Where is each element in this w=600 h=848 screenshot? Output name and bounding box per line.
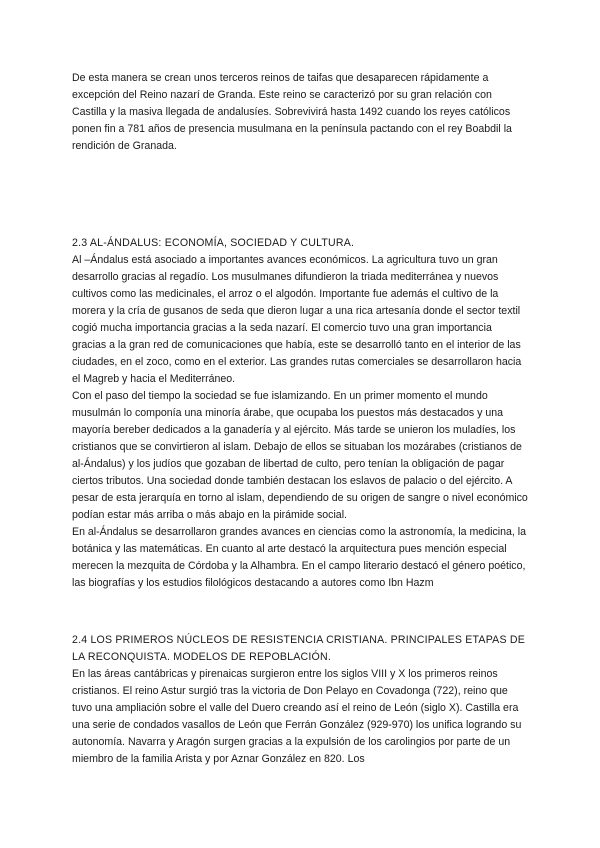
economy-paragraph: Al –Ándalus está asociado a importantes avances económicos. La agricultura tuvo un gran desarrollo gracias al regadío. Los musulmanes difundieron la triada mediterránea y nuevos cultivos como las medicinales, el arroz o el algodón. Importante fue además el cultivo de la morera y la cría de gusanos de seda que dieron lugar a una rica artesanía donde el sector textil cogió mucha importancia gracias a la seda nazarí. El comercio tuvo una gran importancia gracias a la gran red de comunicaciones que había, este se desarrolló tanto en el interior de las ciudades, en el zoco, como en el exterior. Las grandes rutas comerciales se desarrollaron hacia el Magreb y hacia el Mediterráneo. bbox=[72, 254, 522, 385]
section-2-4 bbox=[72, 632, 528, 768]
section-heading: 2.4 LOS PRIMEROS NÚCLEOS DE RESISTENCIA CRISTIANA. PRINCIPALES ETAPAS DE LA RECONQUISTA. MODELOS DE REPOBLACIÓN. bbox=[72, 634, 525, 663]
intro-paragraph: De esta manera se crean unos terceros reinos de taifas que desaparecen rápidamente a excepción del Reino nazarí de Granda. Este reino se caracterizó por su gran relación con Castilla y la masiva llegada de andalusíes. Sobrevivirá hasta 1492 cuando los reyes católicos ponen fin a 781 años de presencia musulmana en la península pactando con el rey Boabdil la rendición de Granada. bbox=[72, 72, 512, 152]
intro-block bbox=[72, 70, 528, 155]
kingdoms-paragraph: En las áreas cantábricas y pirenaicas surgieron entre los siglos VIII y X los primeros reinos cristianos. El reino Astur surgió tras la victoria de Don Pelayo en Covadonga (722), reino que tuvo una ampliación sobre el valle del Duero creando así el reino de León (siglo X). Castilla era una serie de condados vasallos de León que Ferrán González (929-970) los unifica logrando su autonomía. Navarra y Aragón surgen gracias a la expulsión de los carolingios por parte de un miembro de la familia Arista y por Aznar González en 820. Los bbox=[72, 668, 522, 765]
section-2-3 bbox=[72, 235, 528, 592]
culture-paragraph: En al-Ándalus se desarrollaron grandes avances en ciencias como la astronomía, la medicina, la botánica y las matemáticas. En cuanto al arte destacó la arquitectura pues mención especial merecen la mezquita de Córdoba y la Alhambra. En el campo literario destacó el género poético, las biografías y los estudios filológicos destacando a autores como Ibn Hazm bbox=[72, 526, 527, 589]
society-paragraph: Con el paso del tiempo la sociedad se fue islamizando. En un primer momento el mundo musulmán lo componía una minoría árabe, que ocupaba los puestos más destacados y una mayoría bereber dedicados a la ganadería y al ejército. Más tarde se unieron los muladíes, los cristianos que se convirtieron al islam. Debajo de ellos se situaban los mozárabes (cristianos de al-Ándalus) y los judíos que gozaban de libertad de culto, pero tenían la obligación de pagar ciertos tributos. Una sociedad donde también destacan los eslavos de palacio o del ejército. A pesar de esta jerarquía en torno al islam, dependiendo de su origen de sangre o nivel económico podían estar más arriba o más abajo en la pirámide social. bbox=[72, 390, 528, 521]
section-heading: 2.3 AL-ÁNDALUS: ECONOMÍA, SOCIEDAD Y CULTURA. bbox=[72, 237, 355, 249]
